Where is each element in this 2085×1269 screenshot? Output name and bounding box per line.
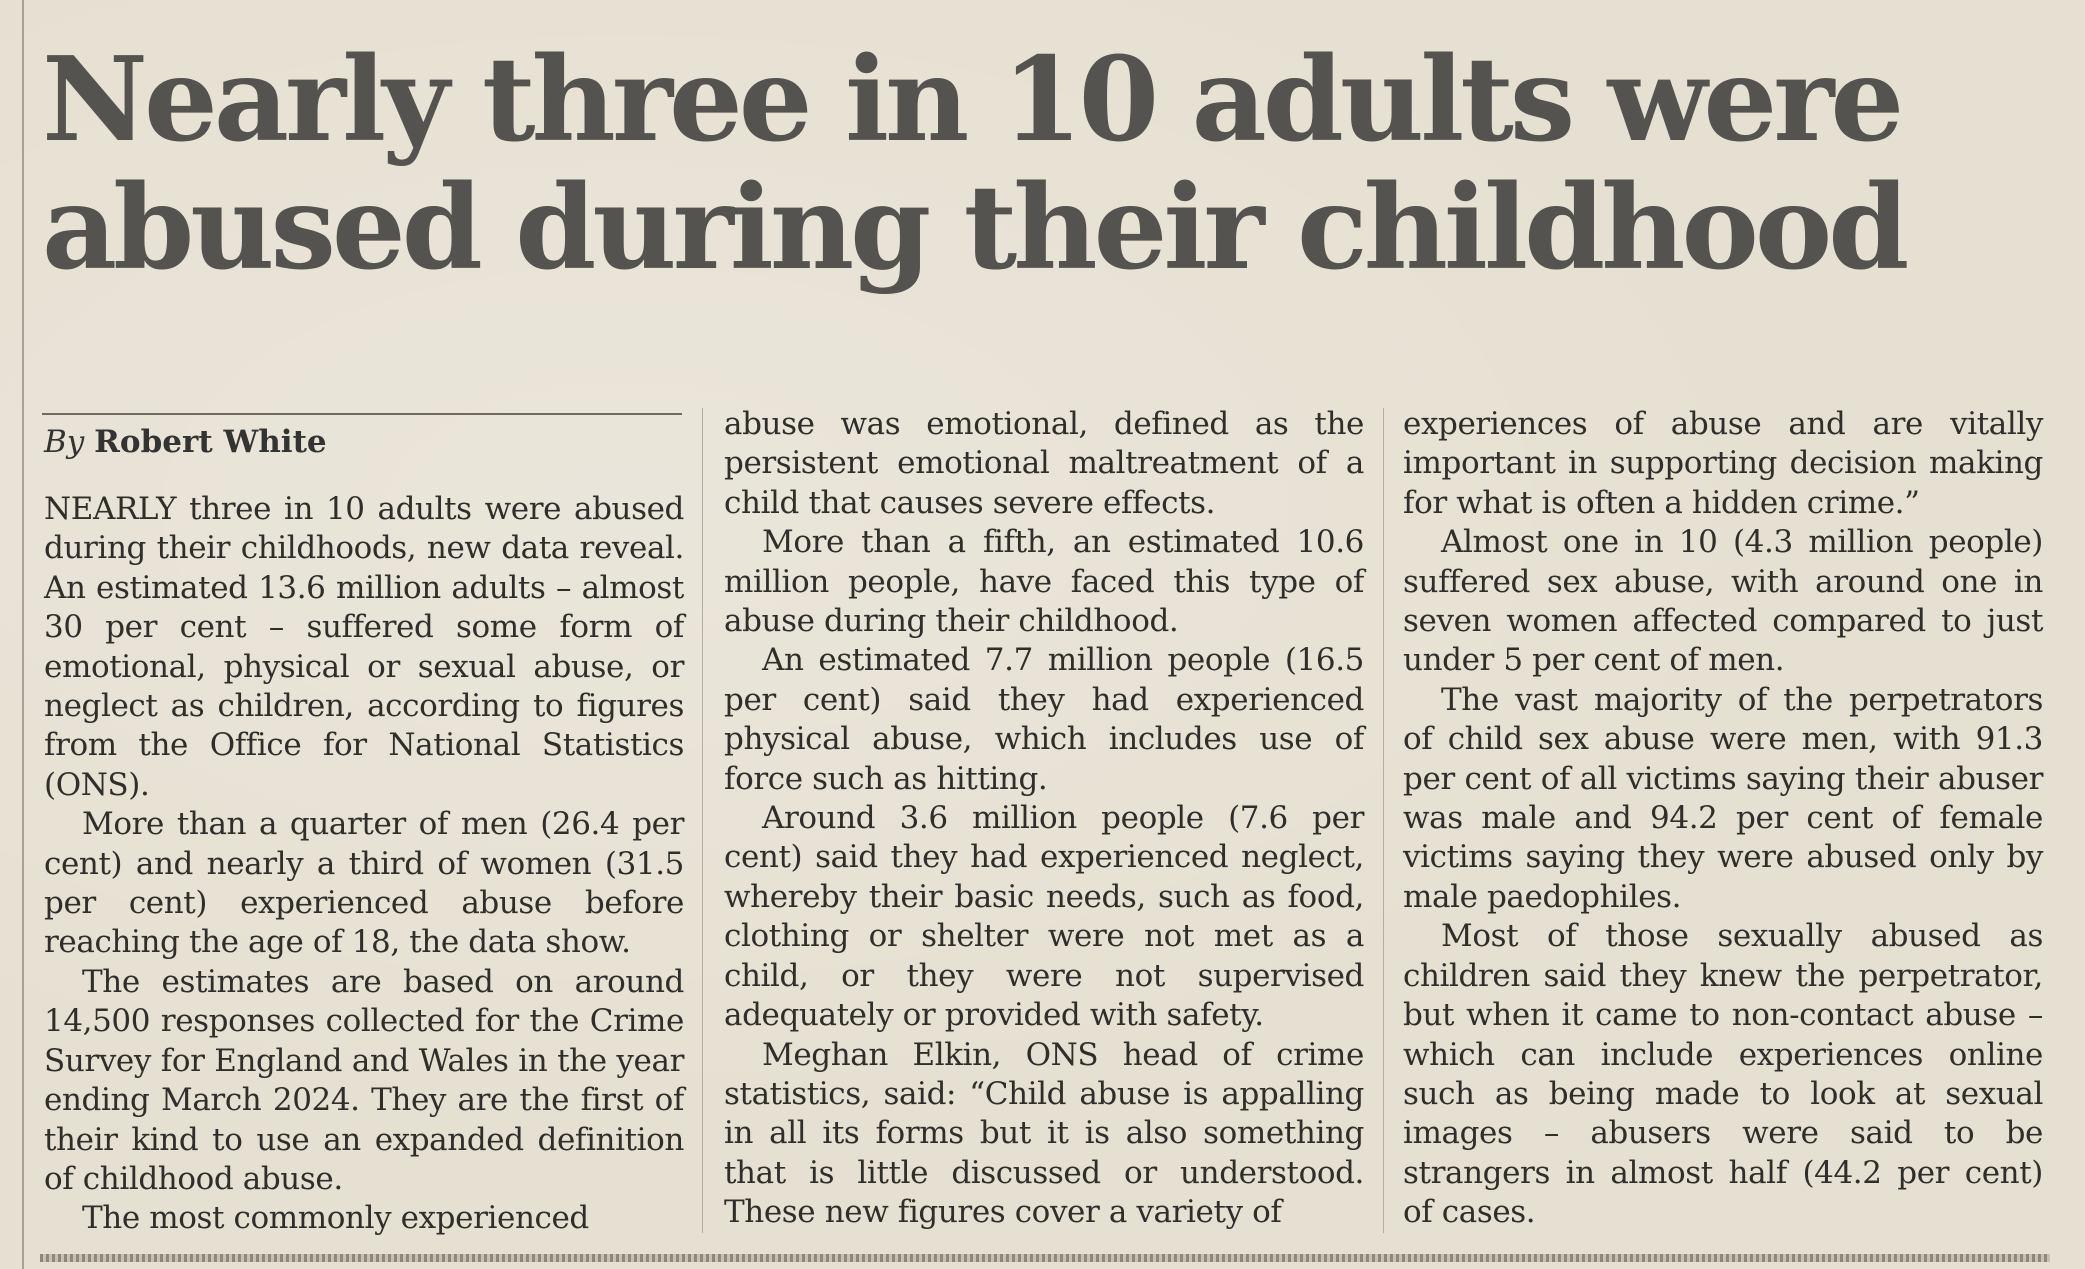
article-column-3	[1403, 405, 2043, 1233]
bottom-edge-strip	[40, 1254, 2050, 1262]
column-divider	[702, 408, 703, 1233]
paragraph: Almost one in 10 (4.3 million people) suffered sex abuse, with around one in seven women affected compared to just under 5 per cent of men.	[1403, 524, 2043, 679]
article-column-2	[724, 405, 1364, 1233]
paragraph: Most of those sexually abused as children said they knew the perpetrator, but when it came to non-contact abuse – which can include experiences online such as being made to look at sexual images – abusers were said to be strangers in almost half (44.2 per cent) of cases.	[1403, 918, 2043, 1231]
paragraph: Meghan Elkin, ONS head of crime statistics, said: “Child abuse is appalling in all its forms but it is also something that is little discussed or understood. These new figures cover a variety of	[724, 1036, 1364, 1231]
column-divider	[1383, 408, 1384, 1233]
paragraph: An estimated 7.7 million people (16.5 per cent) said they had experienced physical abuse, which includes use of force such as hitting.	[724, 642, 1364, 797]
byline	[44, 424, 327, 460]
paragraph: abuse was emotional, defined as the persistent emotional maltreatment of a child that causes severe effects.	[724, 406, 1364, 521]
paragraph: experiences of abuse and are vitally important in supporting decision making for what is often a hidden crime.”	[1403, 406, 2043, 521]
paragraph: The vast majority of the perpetrators of child sex abuse were men, with 91.3 per cent of all victims saying their abuser was male and 94.2 per cent of female victims saying they were abused only by male paedophiles.	[1403, 681, 2043, 915]
paragraph: More than a fifth, an estimated 10.6 million people, have faced this type of abuse during their childhood.	[724, 524, 1364, 640]
article-column-1	[44, 490, 684, 1239]
byline-prefix: By	[44, 424, 85, 460]
paragraph: Around 3.6 million people (7.6 per cent) said they had experienced neglect, whereby their basic needs, such as food, clothing or shelter were not met as a child, or they were not supervised adequately or provided with safety.	[724, 800, 1364, 1034]
headline-line-2: abused during their childhood	[42, 160, 1906, 296]
paragraph: The most commonly experienced	[82, 1200, 589, 1237]
paragraph: NEARLY three in 10 adults were abused during their childhoods, new data reveal. An estimated 13.6 million adults – almost 30 per cent – suffered some form of emotional, physical or sexual abuse, or neglect as children, according to figures from the Office for National Statistics (ONS).	[44, 491, 684, 803]
page-edge-line	[22, 0, 24, 1269]
headline	[42, 32, 2042, 296]
paragraph: More than a quarter of men (26.4 per cent) and nearly a third of women (31.5 per cent) experienced abuse before reaching the age of 18, the data show.	[44, 806, 684, 961]
byline-rule	[42, 413, 682, 415]
byline-author: Robert White	[94, 424, 327, 460]
headline-line-1: Nearly three in 10 adults were	[42, 32, 1901, 168]
paragraph: The estimates are based on around 14,500 responses collected for the Crime Survey for England and Wales in the year ending March 2024. They are the first of their kind to use an expanded definition of childhood abuse.	[44, 963, 684, 1197]
